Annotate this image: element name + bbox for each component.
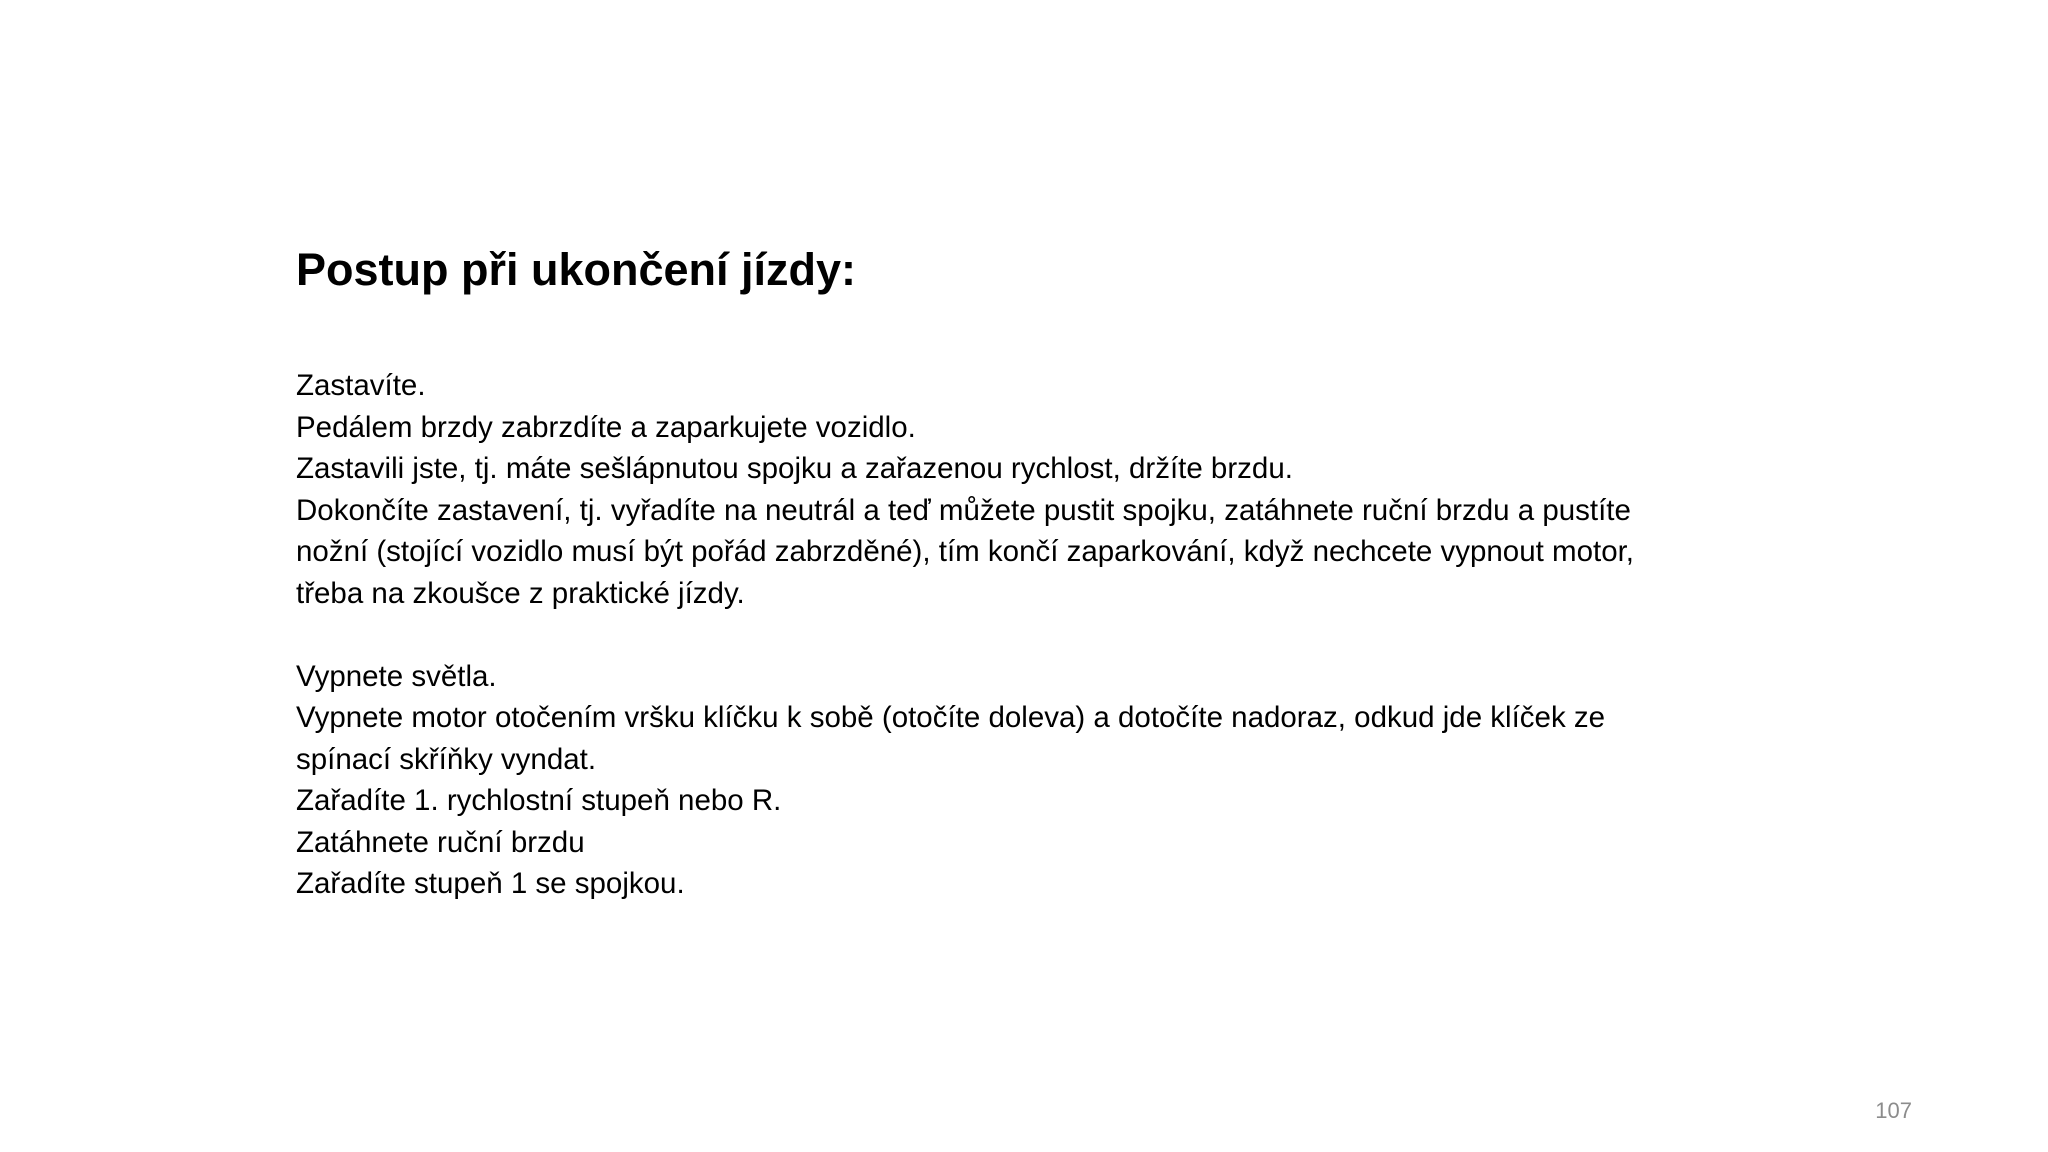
- text-line: spínací skříňky vyndat.: [296, 742, 597, 776]
- slide-title: Postup při ukončení jízdy:: [296, 244, 857, 295]
- text-line: Zařadíte stupeň 1 se spojkou.: [296, 867, 685, 900]
- paragraph-engine-off: [296, 656, 1796, 905]
- text-line: Zastavili jste, tj. máte sešlápnutou spojku a zařazenou rychlost, držíte brzdu.: [296, 452, 1293, 485]
- text-line: Vypnete motor otočením vršku klíčku k sobě (otočíte doleva) a dotočíte nadoraz, odkud jde klíček ze: [296, 701, 1606, 734]
- text-line: Zatáhnete ruční brzdu: [296, 825, 585, 859]
- text-line: třeba na zkoušce z praktické jízdy.: [296, 576, 745, 610]
- text-line: Vypnete světla.: [296, 659, 497, 693]
- slide-body: [296, 365, 1796, 946]
- text-line: Pedálem brzdy zabrzdíte a zaparkujete vozidlo.: [296, 410, 916, 444]
- text-line: Zastavíte.: [296, 369, 426, 402]
- text-line: nožní (stojící vozidlo musí být pořád zabrzděné), tím končí zaparkování, když nechcete vypnout motor,: [296, 535, 1634, 568]
- paragraph-stopping: [296, 365, 1796, 614]
- text-line: Zařadíte 1. rychlostní stupeň nebo R.: [296, 784, 782, 817]
- page-number: 107: [1875, 1098, 1912, 1123]
- text-line: Dokončíte zastavení, tj. vyřadíte na neutrál a teď můžete pustit spojku, zatáhnete ruční brzdu a pustíte: [296, 493, 1631, 527]
